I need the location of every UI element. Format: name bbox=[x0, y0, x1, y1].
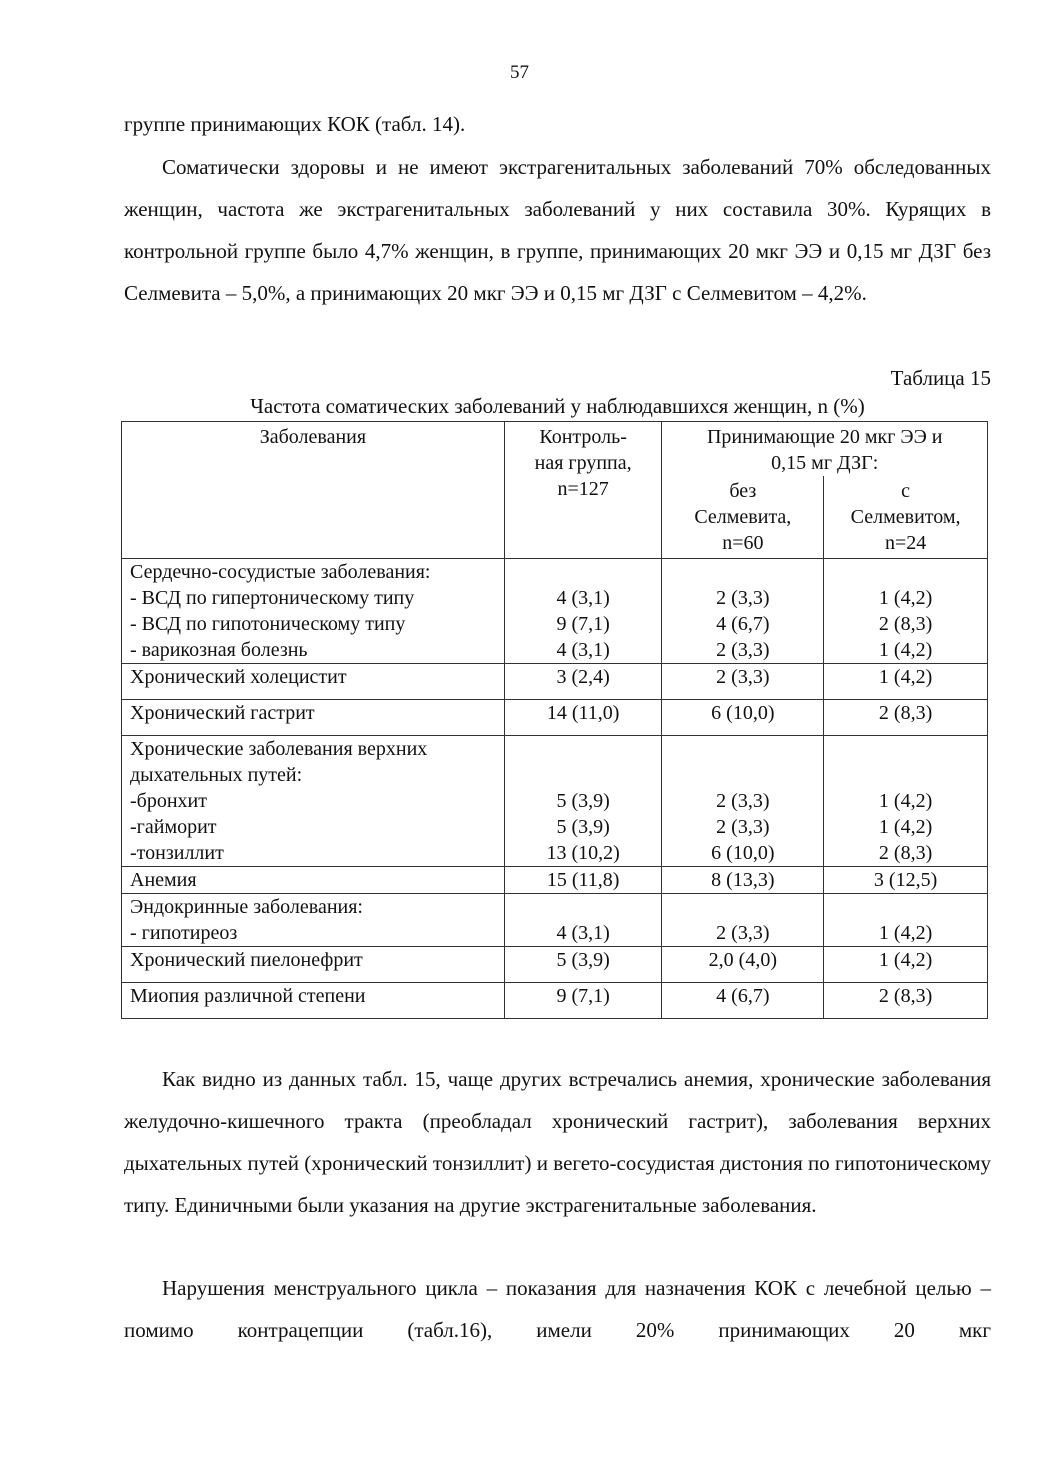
control-cell: 4 (3,1) bbox=[504, 894, 662, 947]
with-selmevit-cell: 2 (8,3) bbox=[824, 700, 988, 736]
without-selmevit-cell: 8 (13,3) bbox=[662, 867, 824, 894]
table-row bbox=[122, 736, 988, 867]
disease-cell: Хронический пиелонефрит bbox=[122, 947, 505, 983]
paragraph-somatic-health: Соматически здоровы и не имеют экстрагенитальных заболеваний 70% обследованных женщин, частота же экстрагенитальных заболеваний у них составила 30%. Курящих в контрольной группе было 4,7% женщин, в группе, принимающих 20 мкг ЭЭ и 0,15 мг ДЗГ без Селмевита – 5,0%, а принимающих 20 мкг ЭЭ и 0,15 мг ДЗГ с Селмевитом – 4,2%. bbox=[124, 155, 991, 305]
control-cell: 3 (2,4) bbox=[504, 664, 662, 700]
without-selmevit-cell: 2 (3,3) 4 (6,7) 2 (3,3) bbox=[662, 559, 824, 664]
page-number: 57 bbox=[510, 62, 529, 83]
header-diseases: Заболевания bbox=[122, 422, 505, 559]
table-body bbox=[122, 559, 988, 1019]
with-selmevit-cell: 2 (8,3) bbox=[824, 983, 988, 1019]
without-selmevit-cell: 2 (3,3) bbox=[662, 664, 824, 700]
paragraph-menstrual: Нарушения менструального цикла – показания для назначения КОК с лечебной целью – помимо контрацепции (табл.16), имели 20% принимающих 20 мкг bbox=[124, 1276, 991, 1342]
disease-cell: Анемия bbox=[122, 867, 505, 894]
disease-cell: Хронический холецистит bbox=[122, 664, 505, 700]
paragraph-discussion: Как видно из данных табл. 15, чаще других встречались анемия, хронические заболевания желудочно-кишечного тракта (преобладал хронический гастрит), заболевания верхних дыхательных путей (хронический тонзиллит) и вегето-сосудистая дистония по гипотоническому типу. Единичными были указания на другие экстрагенитальные заболевания. bbox=[124, 1067, 991, 1217]
table-row bbox=[122, 894, 988, 947]
table-number: Таблица 15 bbox=[890, 366, 991, 390]
disease-frequency-table bbox=[121, 421, 988, 1019]
with-selmevit-cell: 1 (4,2) bbox=[824, 894, 988, 947]
with-selmevit-cell: 3 (12,5) bbox=[824, 867, 988, 894]
control-cell: 4 (3,1) 9 (7,1) 4 (3,1) bbox=[504, 559, 662, 664]
with-selmevit-cell: 1 (4,2) 1 (4,2) 2 (8,3) bbox=[824, 736, 988, 867]
without-selmevit-cell: 4 (6,7) bbox=[662, 983, 824, 1019]
control-cell: 5 (3,9) bbox=[504, 947, 662, 983]
table-row bbox=[122, 559, 988, 664]
header-without-selmevit: без Селмевита, n=60 bbox=[662, 476, 824, 559]
control-cell: 15 (11,8) bbox=[504, 867, 662, 894]
table-row bbox=[122, 947, 988, 983]
without-selmevit-cell: 6 (10,0) bbox=[662, 700, 824, 736]
disease-cell: Эндокринные заболевания: - гипотиреоз bbox=[122, 894, 505, 947]
control-cell: 5 (3,9) 5 (3,9) 13 (10,2) bbox=[504, 736, 662, 867]
with-selmevit-cell: 1 (4,2) 2 (8,3) 1 (4,2) bbox=[824, 559, 988, 664]
header-with-selmevit: с Селмевитом, n=24 bbox=[824, 476, 988, 559]
disease-cell: Сердечно-сосудистые заболевания: - ВСД по гипертоническому типу - ВСД по гипотоническому типу - варикозная болезнь bbox=[122, 559, 505, 664]
control-cell: 14 (11,0) bbox=[504, 700, 662, 736]
without-selmevit-cell: 2 (3,3) 2 (3,3) 6 (10,0) bbox=[662, 736, 824, 867]
without-selmevit-cell: 2 (3,3) bbox=[662, 894, 824, 947]
without-selmevit-cell: 2,0 (4,0) bbox=[662, 947, 824, 983]
disease-cell: Хронические заболевания верхних дыхательных путей: -бронхит -гайморит -тонзиллит bbox=[122, 736, 505, 867]
header-taking-group: Принимающие 20 мкг ЭЭ и 0,15 мг ДЗГ: bbox=[662, 422, 988, 477]
control-cell: 9 (7,1) bbox=[504, 983, 662, 1019]
table-row bbox=[122, 867, 988, 894]
table-row bbox=[122, 700, 988, 736]
table-row bbox=[122, 983, 988, 1019]
table-row bbox=[122, 664, 988, 700]
disease-cell: Хронический гастрит bbox=[122, 700, 505, 736]
table-header-row bbox=[122, 422, 988, 477]
table-title: Частота соматических заболеваний у наблюдавшихся женщин, n (%) bbox=[250, 394, 865, 418]
with-selmevit-cell: 1 (4,2) bbox=[824, 947, 988, 983]
disease-cell: Миопия различной степени bbox=[122, 983, 505, 1019]
header-control-group: Контроль- ная группа, n=127 bbox=[504, 422, 662, 559]
paragraph-continuation: группе принимающих КОК (табл. 14). bbox=[124, 112, 466, 136]
with-selmevit-cell: 1 (4,2) bbox=[824, 664, 988, 700]
